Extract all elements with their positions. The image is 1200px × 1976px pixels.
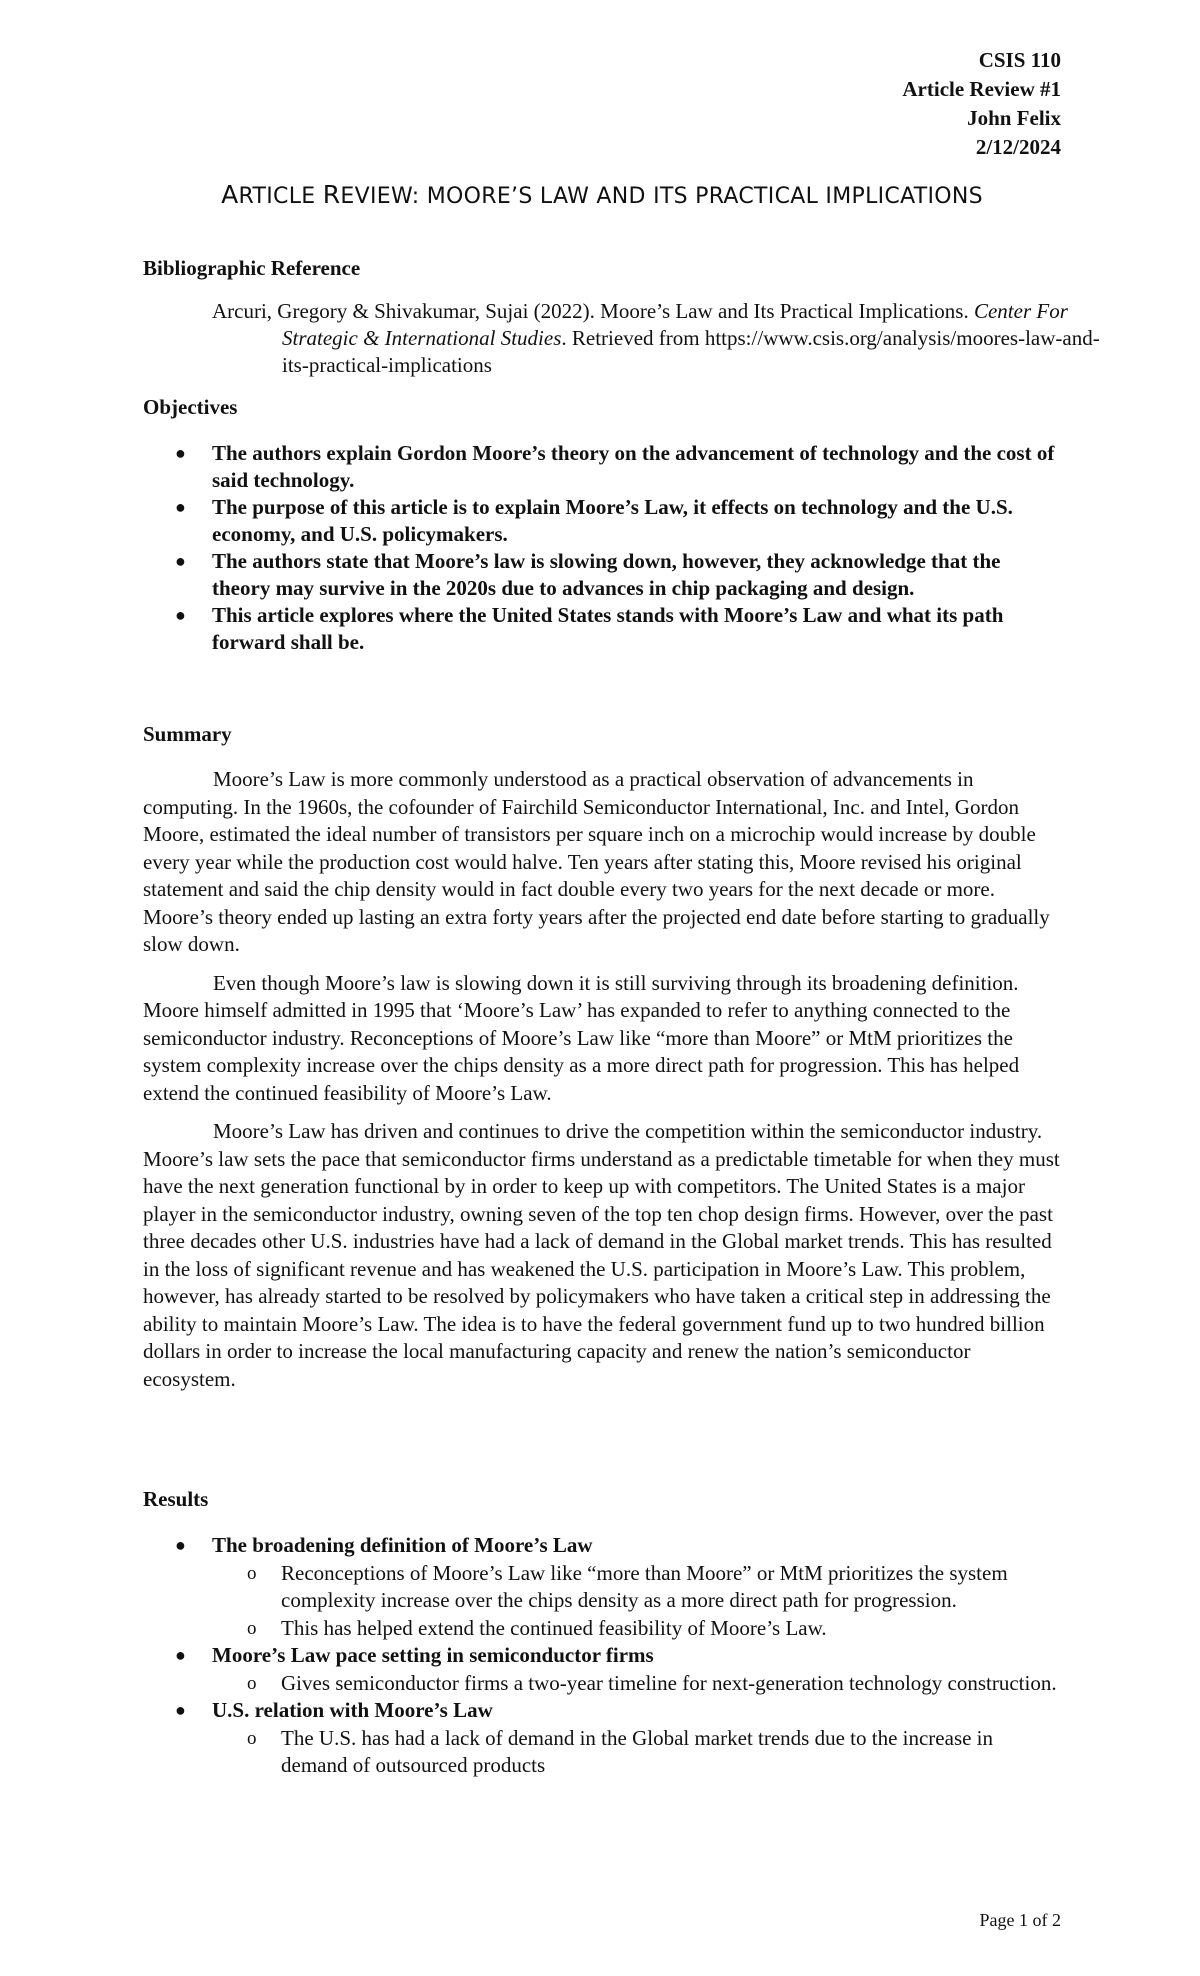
result-sublist bbox=[212, 1560, 1061, 1643]
bib-text-after: . Retrieved from https://www.csis.org/analysis/moores-law-and-its-practical-implications bbox=[282, 326, 1100, 377]
summary-heading: Summary bbox=[143, 722, 232, 746]
summary-paragraph: Moore’s Law has driven and continues to drive the competition within the semiconductor industry. Moore’s law sets the pace that semiconductor firms understand as a predictable timetable for when they must have the next generation functional by in order to keep up with competitors. The United States is a major player in the semiconductor industry, owning seven of the top ten chop design firms. However, over the past three decades other U.S. industries have had a lack of demand in the Global market trends. This has resulted in the loss of significant revenue and has weakened the U.S. participation in Moore’s Law. This problem, however, has already started to be resolved by policymakers who have taken a critical step in addressing the ability to maintain Moore’s Law. The idea is to have the federal government fund up to two hundred billion dollars in order to increase the local manufacturing capacity and renew the nation’s semiconductor ecosystem. bbox=[143, 1119, 1060, 1391]
circle-bullet-icon: o bbox=[247, 1727, 257, 1749]
result-subtext: Reconceptions of Moore’s Law like “more than Moore” or MtM prioritizes the system complexity increase over the chips density as a more direct path for progression. bbox=[281, 1560, 1008, 1612]
result-subitem bbox=[143, 1725, 1061, 1780]
bullet-icon: ● bbox=[175, 497, 186, 517]
bib-publisher: Center For Strategic & International Studies bbox=[282, 299, 1068, 350]
result-item bbox=[143, 1697, 1061, 1780]
objective-item bbox=[143, 602, 1061, 656]
result-title: Moore’s Law pace setting in semiconductor firms bbox=[212, 1643, 654, 1667]
bullet-icon: ● bbox=[175, 1535, 186, 1555]
objective-item bbox=[143, 548, 1061, 602]
bullet-icon: ● bbox=[175, 551, 186, 571]
bullet-icon: ● bbox=[175, 443, 186, 463]
author-name: John Felix bbox=[967, 106, 1061, 130]
result-subtext: Gives semiconductor firms a two-year timeline for next-generation technology construction. bbox=[281, 1670, 1057, 1695]
course-code: CSIS 110 bbox=[978, 48, 1061, 72]
objectives-list bbox=[143, 440, 1061, 656]
objective-item bbox=[143, 440, 1061, 494]
document-date: 2/12/2024 bbox=[975, 135, 1061, 159]
circle-bullet-icon: o bbox=[247, 1617, 257, 1639]
title-rest-1: RTICLE bbox=[238, 184, 323, 209]
document-page bbox=[143, 0, 1100, 1976]
bibliographic-heading: Bibliographic Reference bbox=[143, 256, 361, 280]
result-subitem bbox=[143, 1560, 1061, 1615]
assignment-name: Article Review #1 bbox=[902, 77, 1061, 101]
result-sublist bbox=[212, 1670, 1061, 1698]
summary-body bbox=[143, 766, 1061, 1404]
bib-text-before: Arcuri, Gregory & Shivakumar, Sujai (2022). Moore’s Law and Its Practical Implications. bbox=[212, 299, 974, 323]
document-title bbox=[143, 180, 1061, 209]
result-sublist bbox=[212, 1725, 1061, 1780]
objective-item bbox=[143, 494, 1061, 548]
title-cap-a: A bbox=[221, 180, 239, 209]
header-block bbox=[902, 46, 1061, 162]
result-title: The broadening definition of Moore’s Law bbox=[212, 1533, 593, 1557]
circle-bullet-icon: o bbox=[247, 1672, 257, 1694]
result-subtext: This has helped extend the continued feasibility of Moore’s Law. bbox=[281, 1615, 827, 1640]
result-item bbox=[143, 1642, 1061, 1697]
result-subitem bbox=[143, 1615, 1061, 1643]
result-item bbox=[143, 1532, 1061, 1642]
title-cap-r: R bbox=[322, 180, 341, 209]
result-title: U.S. relation with Moore’s Law bbox=[212, 1698, 493, 1722]
objective-text: The authors state that Moore’s law is slowing down, however, they acknowledge that the theory may survive in the 2020s due to advances in chip packaging and design. bbox=[212, 549, 1001, 600]
objective-text: This article explores where the United States stands with Moore’s Law and what its path forward shall be. bbox=[212, 603, 1004, 654]
results-list bbox=[143, 1532, 1061, 1780]
objective-text: The purpose of this article is to explain Moore’s Law, it effects on technology and the U.S. economy, and U.S. policymakers. bbox=[212, 495, 1013, 546]
bullet-icon: ● bbox=[175, 605, 186, 625]
bullet-icon: ● bbox=[175, 1645, 186, 1665]
title-rest-2: EVIEW: MOORE’S LAW AND ITS PRACTICAL IMPLICATIONS bbox=[340, 184, 983, 209]
bullet-icon: ● bbox=[175, 1700, 186, 1720]
page-number: Page 1 of 2 bbox=[979, 1910, 1061, 1930]
result-subitem bbox=[143, 1670, 1061, 1698]
result-subtext: The U.S. has had a lack of demand in the Global market trends due to the increase in demand of outsourced products bbox=[281, 1725, 994, 1777]
circle-bullet-icon: o bbox=[247, 1562, 257, 1584]
summary-paragraph: Even though Moore’s law is slowing down it is still surviving through its broadening definition. Moore himself admitted in 1995 that ‘Moore’s Law’ has expanded to refer to anything connected to the semiconductor industry. Reconceptions of Moore’s Law like “more than Moore” or MtM prioritizes the system complexity increase over the chips density as a more direct path for progression. This has helped extend the continued feasibility of Moore’s Law. bbox=[143, 970, 1020, 1105]
objectives-heading: Objectives bbox=[143, 395, 238, 419]
objective-text: The authors explain Gordon Moore’s theory on the advancement of technology and the cost of said technology. bbox=[212, 441, 1055, 492]
summary-paragraph: Moore’s Law is more commonly understood as a practical observation of advancements in computing. In the 1960s, the cofounder of Fairchild Semiconductor International, Inc. and Intel, Gordon Moore, estimated the ideal number of transistors per square inch on a microchip would increase by double every year while the production cost would halve. Ten years after stating this, Moore revised his original statement and said the chip density would in fact double every two years for the next decade or more. Moore’s theory ended up lasting an extra forty years after the projected end date before starting to gradually slow down. bbox=[143, 767, 1050, 956]
results-heading: Results bbox=[143, 1487, 209, 1511]
bibliographic-reference bbox=[212, 298, 1112, 379]
